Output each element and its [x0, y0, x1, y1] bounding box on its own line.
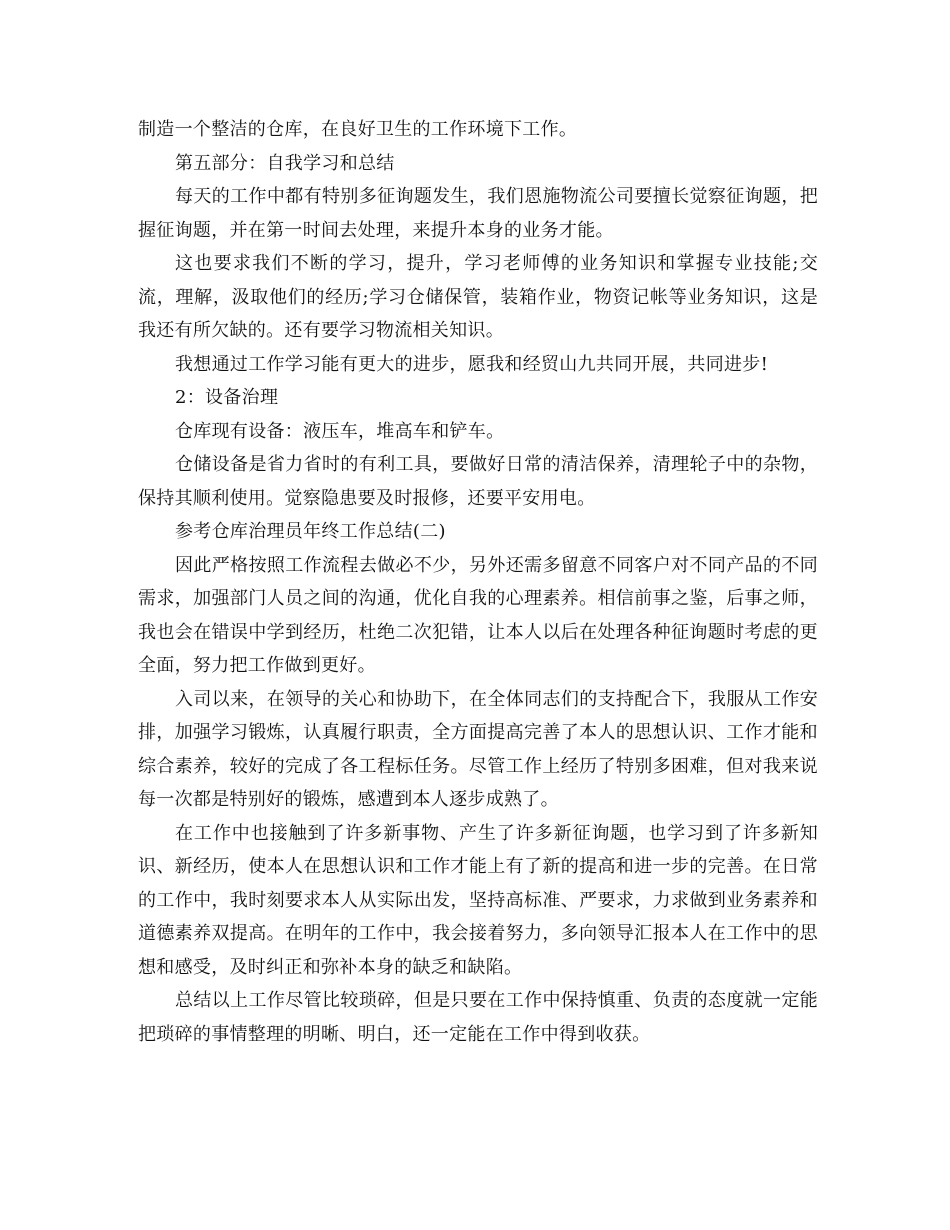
paragraph-5: 我想通过工作学习能有更大的进步，愿我和经贸山九共同开展，共同进步!: [175, 353, 769, 375]
section-heading-summary-two: 参考仓库治理员年终工作总结(二): [175, 521, 446, 542]
paragraph-11: 入司以来，在领导的关心和协助下，在全体同志们的支持配合下，我服从工作安排，加强学习锻炼，认真履行职责，全方面提高完善了本人的思想认识、工作才能和综合素养，较好的完成了各工程标任务。尽管工作上经历了特别多困难，但对我来说每一次都是特别好的锻炼，感遭到本人逐步成熟了。: [138, 688, 818, 810]
paragraph-1: 制造一个整洁的仓库，在良好卫生的工作环境下工作。: [138, 119, 578, 140]
paragraph-3: 每天的工作中都有特别多征询题发生，我们恩施物流公司要擅长觉察征询题，把握征询题，并在第一时间去处理，来提升本身的业务才能。: [138, 186, 818, 241]
paragraph-4: 这也要求我们不断的学习，提升，学习老师傅的业务知识和掌握专业技能;交流，理解，汲取他们的经历;学习仓储保管，装箱作业，物资记帐等业务知识，这是我还有所欠缺的。还有要学习物流相关知识。: [138, 253, 818, 341]
section-heading-part-five: 第五部分：自我学习和总结: [175, 152, 395, 174]
document-body: [138, 113, 818, 1051]
paragraph-8: 仓储设备是省力省时的有利工具，要做好日常的清洁保养，清理轮子中的杂物，保持其顺利使用。觉察隐患要及时报修，还要平安用电。: [138, 454, 818, 509]
paragraph-12: 在工作中也接触到了许多新事物、产生了许多新征询题，也学习到了许多新知识、新经历，使本人在思想认识和工作才能上有了新的提高和进一步的完善。在日常的工作中，我时刻要求本人从实际出发，坚持高标准、严要求，力求做到业务素养和道德素养双提高。在明年的工作中，我会接着努力，多向领导汇报本人在工作中的思想和感受，及时纠正和弥补本身的缺乏和缺陷。: [138, 822, 818, 978]
paragraph-13: 总结以上工作尽管比较琐碎，但是只要在工作中保持慎重、负责的态度就一定能把琐碎的事情整理的明晰、明白，还一定能在工作中得到收获。: [138, 990, 818, 1045]
paragraph-7: 仓库现有设备：液压车，堆高车和铲车。: [175, 420, 505, 442]
paragraph-10: 因此严格按照工作流程去做必不少，另外还需多留意不同客户对不同产品的不同需求，加强部门人员之间的沟通，优化自我的心理素养。相信前事之鉴，后事之师，我也会在错误中学到经历，杜绝二次犯错，让本人以后在处理各种征询题时考虑的更全面，努力把工作做到更好。: [138, 554, 818, 676]
section-heading-equipment: 2：设备治理: [175, 387, 279, 408]
